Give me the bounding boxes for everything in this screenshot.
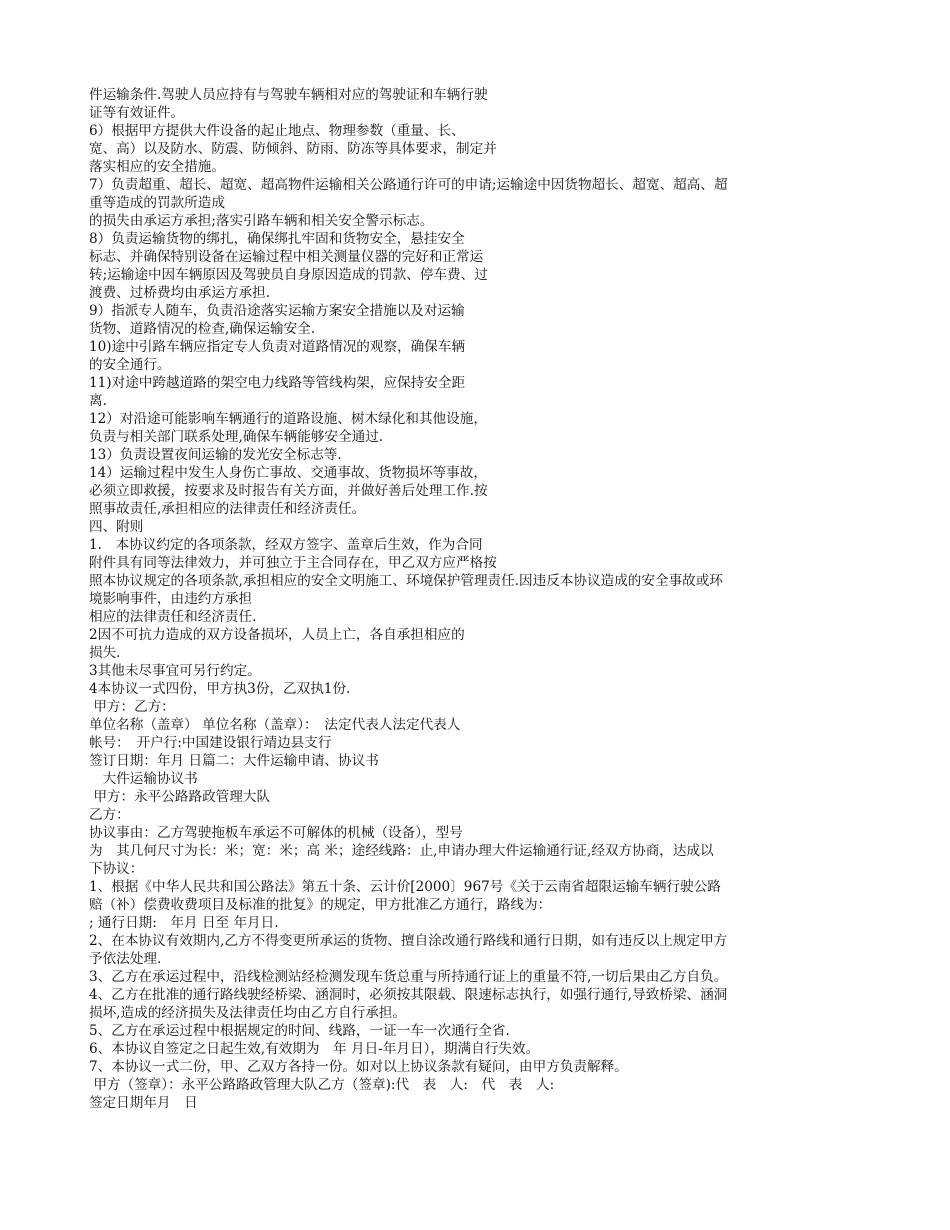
document-line: 12）对沿途可能影响车辆通行的道路设施、树木绿化和其他设施， [89, 411, 487, 427]
document-line: 证等有效证件。 [89, 105, 185, 121]
document-line: 13）负责设置夜间运输的发光安全标志等. [89, 447, 342, 463]
document-line: 的损失由承运方承担;落实引路车辆和相关安全警示标志。 [89, 213, 434, 229]
document-line: 四、附则 [89, 519, 144, 535]
document-line: 1. 本协议约定的各项条款，经双方签字、盖章后生效，作为合同 [89, 537, 483, 553]
document-line: 件运输条件.驾驶人员应持有与驾驶车辆相对应的驾驶证和车辆行驶 [89, 87, 488, 103]
document-line: 6）根据甲方提供大件设备的起止地点、物理参数（重量、长、 [89, 123, 465, 139]
document-line: 乙方： [89, 807, 130, 823]
document-line: 8）负责运输货物的绑扎，确保绑扎牢固和货物安全，悬挂安全 [89, 231, 465, 247]
document-line: 负责与相关部门联系处理,确保车辆能够安全通过. [89, 429, 384, 445]
document-line: 4本协议一式四份，甲方执3份，乙双执1份. [89, 681, 351, 697]
document-line: 渡费、过桥费均由承运方承担. [89, 285, 271, 301]
document-line: 签定日期年月 日 [89, 1095, 198, 1111]
document-line: 附件具有同等法律效力，并可独立于主合同存在，甲乙双方应严格按 [89, 555, 497, 571]
document-line: 5、乙方在承运过程中根据规定的时间、线路，一证一车一次通行全省. [89, 1023, 510, 1039]
document-line: 予依法处理. [89, 951, 162, 967]
document-line: 14）运输过程中发生人身伤亡事故、交通事故、货物损坏等事故， [89, 465, 487, 481]
document-line: 7）负责超重、超长、超宽、超高物件运输相关公路通行许可的申请;运输途中因货物超长、超宽、超高、超 [89, 177, 728, 193]
document-line: 重等造成的罚款所造成 [89, 195, 225, 211]
document-line: 甲方：永平公路路政管理大队 [89, 789, 271, 805]
document-line: 11)对途中跨越道路的架空电力线路等管线构架，应保持安全距 [89, 375, 466, 391]
document-line: 3、乙方在承运过程中，沿线检测站经检测发现车货总重与所持通行证上的重量不符,一切后果由乙方自负。 [89, 969, 728, 985]
document-line: 7、本协议一式二份，甲、乙双方各持一份。如对以上协议条款有疑问，由甲方负责解释。 [89, 1059, 628, 1075]
document-line: 损失. [89, 645, 121, 661]
document-line: 10)途中引路车辆应指定专人负责对道路情况的观察，确保车辆 [89, 339, 466, 355]
document-line: 落实相应的安全措施。 [89, 159, 225, 175]
document-line: 照本协议规定的各项条款,承担相应的安全文明施工、环境保护管理责任.因违反本协议造成的安全事故或环 [89, 573, 723, 589]
document-line: 必须立即救援，按要求及时报告有关方面，并做好善后处理工作.按 [89, 483, 488, 499]
document-line: 协议事由：乙方驾驶拖板车承运不可解体的机械（设备），型号 [89, 825, 463, 841]
document-body [89, 86, 864, 1112]
document-line: 3其他未尽事宜可另行约定。 [89, 663, 261, 679]
document-line: 签订日期：年月 日篇二：大件运输申请、协议书 [89, 753, 379, 769]
document-line: ; 通行日期: 年月 日至 年月日. [89, 915, 279, 931]
document-line: 宽、高）以及防水、防震、防倾斜、防雨、防冻等具体要求，制定并 [89, 141, 497, 157]
document-line: 为 其几何尺寸为长：米；宽：米；高 米；途经线路：止,申请办理大件运输通行证,经双方协商，达成以 [89, 843, 714, 859]
document-line: 货物、道路情况的检查,确保运输安全. [89, 321, 316, 337]
document-line: 帐号： 开户行:中国建设银行靖边县支行 [89, 735, 332, 751]
document-line: 转;运输途中因车辆原因及驾驶员自身原因造成的罚款、停车费、过 [89, 267, 488, 283]
document-line: 甲方（签章）：永平公路路政管理大队乙方（签章):代 表 人: 代 表 人: [89, 1077, 555, 1093]
document-line: 离. [89, 393, 107, 409]
document-line: 的安全通行。 [89, 357, 171, 373]
document-line: 大件运输协议书 [89, 771, 198, 787]
document-line: 境影响事件，由违约方承担 [89, 591, 253, 607]
document-line: 下协议： [89, 861, 144, 877]
document-line: 6、本协议自签定之日起生效,有效期为 年 月日-年月日），期满自行失效。 [89, 1041, 540, 1057]
document-line: 赔（补）偿费收费项目及标准的批复》的规定，甲方批准乙方通行，路线为： [89, 897, 552, 913]
document-line: 甲方：乙方： [89, 699, 175, 715]
document-line: 标志、并确保特别设备在运输过程中相关测量仪器的完好和正常运 [89, 249, 484, 265]
document-line: 照事故责任,承担相应的法律责任和经济责任。 [89, 501, 366, 517]
document-line: 损坏,造成的经济损失及法律责任均由乙方自行承担。 [89, 1005, 406, 1021]
document-line: 相应的法律责任和经济责任. [89, 609, 257, 625]
document-line: 2因不可抗力造成的双方设备损坏，人员上亡，各自承担相应的 [89, 627, 465, 643]
document-line: 9）指派专人随车，负责沿途落实运输方案安全措施以及对运输 [89, 303, 465, 319]
document-line: 单位名称（盖章） 单位名称（盖章）： 法定代表人法定代表人 [89, 717, 461, 733]
document-line: 4、乙方在批准的通行路线驶经桥梁、涵洞时，必须按其限载、限速标志执行，如强行通行,导致桥梁、涵洞 [89, 987, 728, 1003]
document-line: 1、根据《中华人民共和国公路法》第五十条、云计价[2000〕967号《关于云南省超限运输车辆行驶公路 [89, 879, 721, 895]
document-line: 2、在本协议有效期内,乙方不得变更所承运的货物、擅自涂改通行路线和通行日期，如有违反以上规定甲方 [89, 933, 728, 949]
